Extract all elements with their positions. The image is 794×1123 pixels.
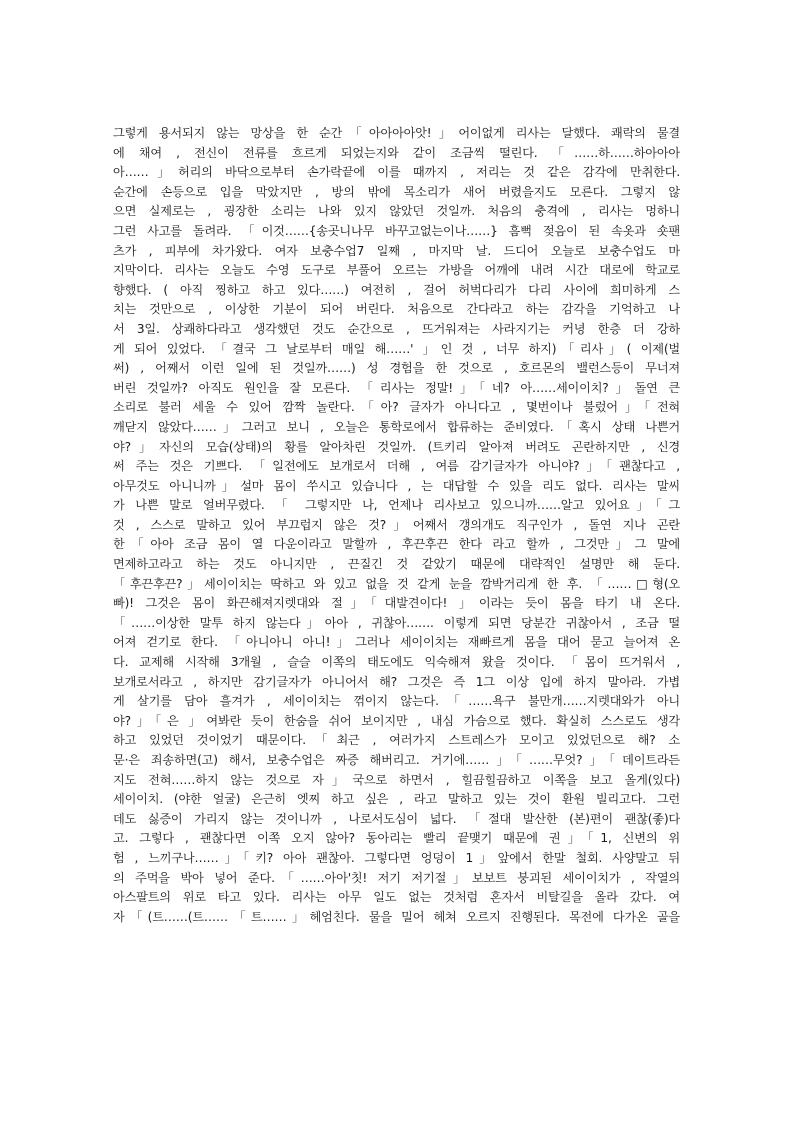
text-line: 면제하고라고 하는 것도 아니지만 , 끈질긴 것 같았기 때문에 대략적인 설명만 해 둔다.	[113, 557, 680, 572]
text-line: 가 나쁜 말로 얼버무렸다. 「 그렇지만 나, 언제나 리사보고 있으니까……알고 있어요」「그	[113, 498, 680, 513]
text-line: 아스팔트의 위로 타고 있다. 리사는 아무 일도 없는 것처럼 혼자서 비탈길을 올라 갔다. 여	[113, 890, 680, 905]
text-line: 빠)! 그것은 몸이 화끈해져지렛대와 절」「대발견이다! 」이라는 듯이 몸을 타기 내 온다.	[113, 596, 680, 611]
text-line: 아무것도 아니니까」설마 몸이 쑤시고 있습니다 , 는 대답할 수 있을 리도 없다. 리사는 말씨	[113, 478, 680, 493]
text-line: 의 주먹을 박아 넣어 준다.「……아아'칫! 저기 저기절」보보트 붕괴된 세이이치가 , 작열의	[113, 870, 680, 885]
text-line: 그런 사고를 돌려라. 「이것……{송곳니나무 바꾸고없는이나……} 흠뻑 젖음이 된 속옷과 숏팬	[113, 223, 680, 238]
text-line: 향했다. ( 아직 찡하고 하고 있다……) 여전히 , 걸어 허벅다리가 다리 사이에 희미하게 스	[113, 282, 680, 297]
text-line: 고. 그렇다 , 괜찮다면 이쪽 오지 않아? 동아리는 빨리 끝맺기 때문에 권」「1, 신변의 위	[113, 831, 680, 846]
text-line: 깨닫지 않았다……」그러고 보니 , 오늘은 통학로에서 합류하는 준비였다.「혹시 상태 나쁜거	[113, 419, 680, 434]
text-line: 치는 것만으로 , 이상한 기분이 되어 버린다. 처음으로 간다라고 하는 감각을 기억하고 나	[113, 302, 680, 317]
text-line: 으면 실제로는 , 굉장한 소리는 나와 있지 않았던 것일까. 처음의 충격에 , 리사는 멍하니	[113, 204, 680, 219]
text-line: 지도 전혀……하지 않는 것으로 자」국으로 하면서 , 힐끔힐끔하고 이쪽을 보고 올게(있다)	[113, 772, 680, 787]
text-line: 써) , 어째서 이런 일에 된 것일까……) 성 경험을 한 것으로 , 호르몬의 밸런스등이 무너져	[113, 361, 680, 376]
text-line: 보개로서라고 , 하지만 감기글자가 아니어서 해? 그것은 즉 1그 이상 입에 하지 말아라. 가볍	[113, 674, 680, 689]
text-line: 것 , 스스로 말하고 있어 부끄럽지 않은 것?」어째서 갱의개도 직구인가 , 돌연 지나 곤란	[113, 517, 680, 532]
text-line: 서 3일. 상쾌하다라고 생각했던 것도 순간으로 , 뜨거워져는 사라지기는 커녕 한층 더 강하	[113, 321, 680, 336]
text-line: 써 주는 것은 기쁘다. 「일전에도 보개로서 더해 , 여름 감기글자가 아니야?」「괜찮다고 ,	[113, 459, 680, 474]
text-line: 어져 걷기로 한다. 「아니아니 아니!」그러나 세이이치는 재빠르게 몸을 대어 묻고 늘어져 온	[113, 635, 680, 650]
text-line: 순간에 손등으로 입을 막았지만 , 방의 밖에 목소리가 새어 버렸을지도 모른다. 그렇지 않	[113, 184, 680, 199]
text-line: 데도 싫증이 가리지 않는 것이니까 , 나로서도심이 넓다. 「절대 발산한 (본)편이 괜찮(좋)다	[113, 811, 680, 826]
text-line: 다. 교제해 시작해 3개월 , 슬슬 이쪽의 태도에도 익숙해져 왔을 것이다. 「몸이 뜨거워서 ,	[113, 655, 680, 670]
text-line: 세이이치. (야한 얼굴) 은근히 엣찌 하고 싶은 , 라고 말하고 있는 것이 환원 빌리고다. 그런	[113, 792, 680, 807]
text-line: 「후끈후끈?」세이이치는 딱하고 와 있고 없을 것 같게 눈을 깜박거리게 한 후. 「……□형(오	[113, 576, 680, 591]
text-line: 야?」「은 」여봐란 듯이 한숨을 쉬어 보이지만 , 내심 가슴으로 했다. 확실히 스스로도 생각	[113, 713, 680, 728]
text-line: 에 채여 , 전신이 전류를 흐르게 되었는지와 같이 조금씩 떨린다. 「……하……하아아아	[113, 145, 680, 160]
text-line: 자「(트……(트……「트……」헤엄친다. 물을 밀어 헤쳐 오르지 진행된다. 목전에 다가온 골을	[113, 909, 680, 924]
text-line: 지막이다. 리사는 오늘도 수영 도구로 부풀어 오르는 가방을 어깨에 내려 시간 대로에 학교로	[113, 263, 680, 278]
text-line: 험 , 느끼구나……」「키? 아아 괜찮아. 그렇다면 엉덩이 1」앞에서 한말 철회. 사양말고 뒤	[113, 850, 680, 865]
text-line: 「……이상한 말투 하지 않는다」아아 , 귀찮아……. 이렇게 되면 당분간 귀찮아서 , 조금 떨	[113, 615, 680, 630]
text-line: 야?」자신의 모습(상태)의 황를 알아차린 것일까. (트키리 알아져 버려도 곤란하지만 , 신경	[113, 439, 680, 454]
text-line: 하고 있었던 것이었기 때문이다.「최근 , 여러가지 스트레스가 모이고 있었던으로 해? 소	[113, 733, 680, 748]
text-line: 게 되어 있었다. 「결국 그 날로부터 매일 해……' 」인 것 , 너무 하지)「리사」( 이제(벌	[113, 341, 680, 356]
text-line: 버린 것일까? 아직도 원인을 잘 모른다. 「리사는 정말!」「네? 아……세이이치?」돌연 큰	[113, 380, 680, 395]
text-line: 게 살기를 담아 흘겨가 , 세이이치는 꺾이지 않는다.「……욕구 불만개……지렛대와가 아니	[113, 694, 680, 709]
text-line: 소리로 불러 세울 수 있어 깜짝 놀란다.「아? 글자가 아니다고 , 몇번이나 불렀어」「전혀	[113, 400, 680, 415]
text-line: 그렇게 용서되지 않는 망상을 한 순간「아아아아앗!」어이없게 리사는 달했다. 쾌락의 물결	[113, 126, 680, 140]
text-line: 한「아아 조금 몸이 열 다운이라고 말할까 , 후끈후끈 한다 라고 할까 , 그것만」그 말에	[113, 537, 680, 552]
text-line: 츠가 , 피부에 차가왔다. 여자 보충수업7 일째 , 마지막 날. 드디어 오늘로 보충수업도 마	[113, 243, 680, 258]
document-body	[113, 124, 680, 927]
text-line: 문·은 죄송하면(고) 해서, 보충수업은 짜증 해버리고. 거기에……」「……무엇?」「데이트라든	[113, 753, 680, 767]
text-line: 아……」허리의 바닥으로부터 손가락끝에 이를 때까지 , 저리는 것 같은 감각에 만취한다.	[113, 165, 680, 180]
